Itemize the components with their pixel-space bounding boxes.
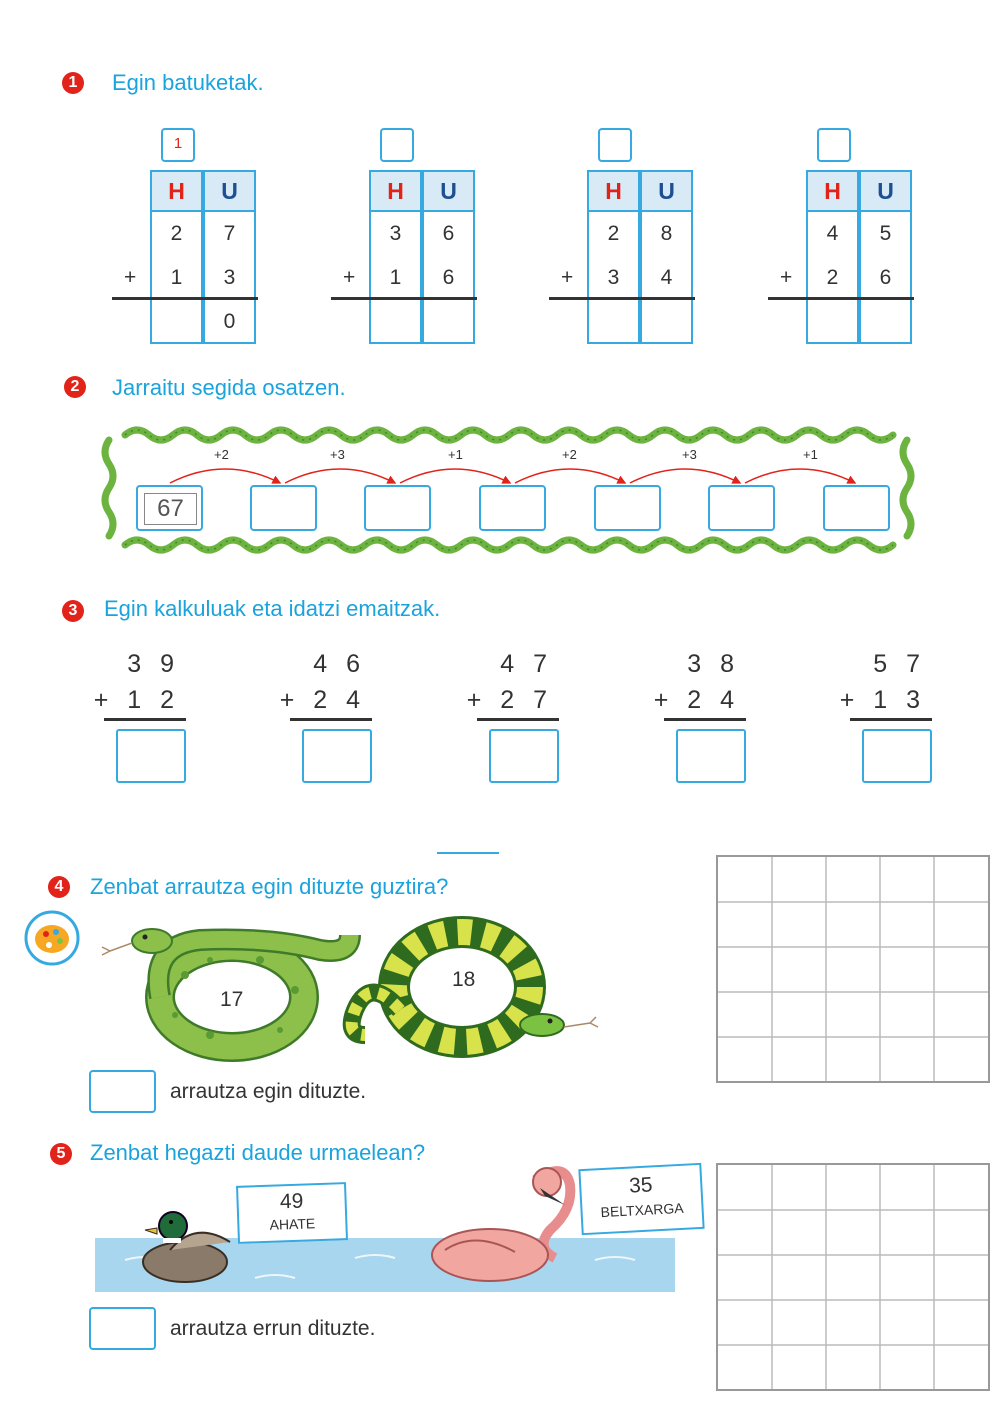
addend-bottom: + 2 4 [279, 686, 366, 714]
exercise-2-title: Jarraitu segida osatzen. [112, 375, 346, 400]
digit: 6 [442, 266, 455, 289]
sum-rule [768, 297, 914, 300]
addend-bottom: + 1 3 [839, 686, 926, 714]
sum-rule [331, 297, 477, 300]
exercise-4-title: Zenbat arrautza egin dituzte guztira? [90, 874, 449, 899]
header-h: H [806, 170, 859, 212]
answer-box[interactable] [89, 1070, 156, 1113]
digit: 8 [660, 222, 673, 245]
plus-sign: + [124, 266, 137, 289]
divider [437, 852, 499, 854]
addend-top: 3 9 [127, 650, 180, 678]
work-grid[interactable] [716, 855, 990, 1083]
digit: 4 [660, 266, 673, 289]
exercise-2-number: 2 [64, 376, 86, 398]
digit: 4 [826, 222, 839, 245]
plus-sign: + [561, 266, 574, 289]
flamingo-count: 35 [628, 1173, 654, 1198]
addend-top: 5 7 [873, 650, 926, 678]
plus-sign: + [780, 266, 793, 289]
answer-sentence: arrautza egin dituzte. [170, 1080, 367, 1103]
flamingo-sign [578, 1163, 704, 1235]
digit: 1 [170, 266, 183, 289]
digit: 2 [170, 222, 183, 245]
header-u: U [203, 170, 256, 212]
step-label: +2 [562, 447, 577, 462]
carry-box[interactable] [817, 128, 851, 162]
exercise-4-number: 4 [48, 876, 70, 898]
digit: 3 [607, 266, 620, 289]
digit: 2 [607, 222, 620, 245]
sum-rule [850, 718, 932, 721]
step-label: +1 [803, 447, 818, 462]
snake-1-eggs: 17 [220, 988, 244, 1011]
answer-sentence: arrautza errun dituzte. [170, 1317, 376, 1340]
step-label: +3 [682, 447, 697, 462]
answer-box[interactable] [116, 729, 186, 783]
digit: 3 [223, 266, 236, 289]
step-label: +3 [330, 447, 345, 462]
flamingo-label: BELTXARGA [600, 1199, 684, 1221]
palette-icon [22, 910, 84, 966]
carry-box[interactable]: 1 [161, 128, 195, 162]
addend-top: 4 7 [500, 650, 553, 678]
answer-box[interactable] [302, 729, 372, 783]
step-label: +2 [214, 447, 229, 462]
addend-top: 3 8 [687, 650, 740, 678]
answer-cell-u[interactable]: 0 [223, 310, 236, 333]
hu-table-2 [369, 170, 477, 344]
plus-sign: + [343, 266, 356, 289]
carry-box[interactable] [380, 128, 414, 162]
work-grid[interactable] [716, 1163, 990, 1391]
duck-count: 49 [279, 1189, 304, 1214]
digit: 1 [389, 266, 402, 289]
addend-top: 4 6 [313, 650, 366, 678]
exercise-3-number: 3 [62, 600, 84, 622]
snake-2-eggs: 18 [452, 968, 476, 991]
sum-rule [290, 718, 372, 721]
duck-sign [236, 1182, 348, 1244]
duck-label: AHATE [269, 1215, 316, 1233]
sum-rule [664, 718, 746, 721]
header-u: U [859, 170, 912, 212]
digit: 5 [879, 222, 892, 245]
header-h: H [150, 170, 203, 212]
hu-table-4 [806, 170, 914, 344]
digit: 2 [826, 266, 839, 289]
step-label: +1 [448, 447, 463, 462]
addend-bottom: + 1 2 [93, 686, 180, 714]
digit: 7 [223, 222, 236, 245]
exercise-3-title: Egin kalkuluak eta idatzi emaitzak. [104, 596, 441, 621]
start-value: 67 [144, 493, 197, 525]
addend-bottom: + 2 7 [466, 686, 553, 714]
hu-table-3 [587, 170, 695, 344]
digit: 6 [442, 222, 455, 245]
exercise-5-number: 5 [50, 1143, 72, 1165]
digit: 3 [389, 222, 402, 245]
answer-box[interactable] [676, 729, 746, 783]
addend-bottom: + 2 4 [653, 686, 740, 714]
header-u: U [422, 170, 475, 212]
carry-box[interactable] [598, 128, 632, 162]
sequence-arrows [160, 455, 900, 495]
answer-box[interactable] [862, 729, 932, 783]
answer-box[interactable] [89, 1307, 156, 1350]
sum-rule [112, 297, 258, 300]
digit: 6 [879, 266, 892, 289]
sum-rule [549, 297, 695, 300]
hu-table-1 [150, 170, 258, 344]
answer-box[interactable] [489, 729, 559, 783]
header-h: H [369, 170, 422, 212]
exercise-1-title: Egin batuketak. [112, 70, 264, 95]
snakes-illustration [90, 915, 610, 1075]
header-u: U [640, 170, 693, 212]
exercise-1-number: 1 [62, 72, 84, 94]
header-h: H [587, 170, 640, 212]
sum-rule [477, 718, 559, 721]
exercise-5-title: Zenbat hegazti daude urmaelean? [90, 1140, 426, 1165]
sum-rule [104, 718, 186, 721]
